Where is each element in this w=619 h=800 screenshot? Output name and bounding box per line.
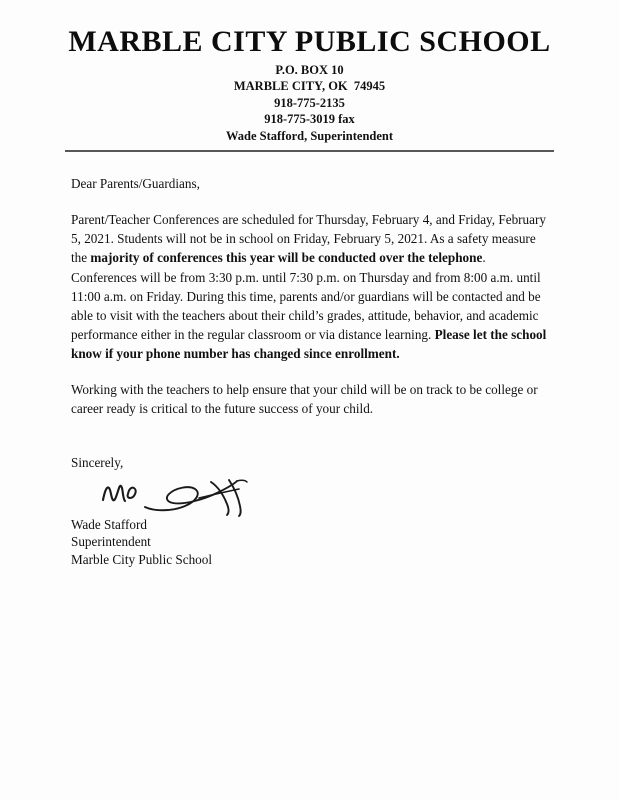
- letterhead-po-box: P.O. BOX 10: [275, 62, 344, 77]
- paragraph-one-part-one: Parent/Teacher Conferences are scheduled for Thursday, February 4, and Friday, February 5, 2021. Students will not be in school on Friday, February 5, 2021. As a safety measure the: [71, 212, 546, 266]
- salutation: Dear Parents/Guardians,: [71, 176, 200, 191]
- paragraph-one: [71, 210, 553, 363]
- signature-organization: Marble City Public School: [71, 551, 213, 567]
- letterhead: [0, 0, 619, 152]
- paragraph-two: Working with the teachers to help ensure that your child will be on track to be college or career ready is critical to the future success of your child.: [71, 382, 538, 417]
- closing-salutation: Sincerely,: [71, 454, 124, 470]
- letterhead-city-state-zip: MARBLE CITY, OK 74945: [233, 79, 386, 93]
- school-name-heading: MARBLE CITY PUBLIC SCHOOL: [68, 25, 551, 58]
- signature-title: Superintendent: [71, 534, 151, 550]
- paragraph-one-bold-phone-number: Please let the school know if your phone number has changed since enrollment.: [71, 326, 547, 362]
- letter-body: [71, 152, 553, 568]
- signature-image: [99, 474, 553, 516]
- letterhead-fax: 918-775-3019 fax: [264, 112, 355, 126]
- letterhead-superintendent: Wade Stafford, Superintendent: [225, 128, 394, 143]
- signature-block: [71, 516, 553, 568]
- signature-name: Wade Stafford: [71, 516, 147, 532]
- handwritten-signature-icon: [99, 474, 279, 518]
- paragraph-one-part-two: . Conferences will be from 3:30 p.m. until 7:30 p.m. on Thursday and from 8:00 a.m. until 11:00 a.m. on Friday. During this time, parents and/or guardians will be contacted and be able to visit with the teachers about their child’s grades, attitude, behavior, and academic performance either in the regular classroom or via distance learning.: [71, 250, 541, 342]
- paragraph-one-bold-telephone: majority of conferences this year will be conducted over the telephone: [90, 250, 483, 266]
- letterhead-phone: 918-775-2135: [274, 95, 345, 110]
